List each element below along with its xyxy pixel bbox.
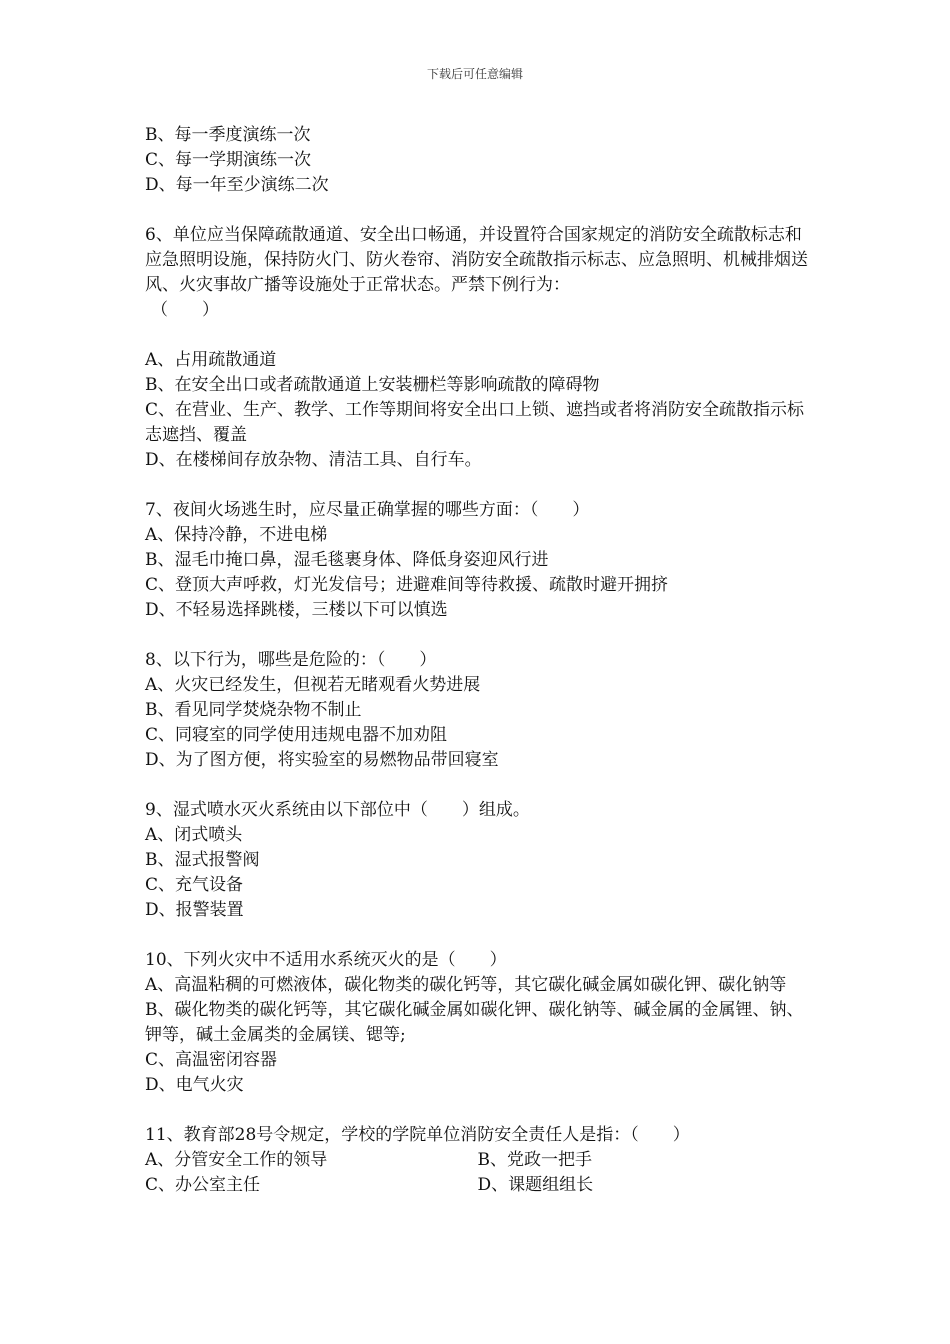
question-11-stem: 11、教育部28号令规定，学校的学院单位消防安全责任人是指：（ ） [145,1125,690,1145]
options-row [145,1173,810,1198]
document-body [145,123,810,1198]
option-c: C、高温密闭容器 [145,1050,278,1070]
question-9-stem: 9、湿式喷水灭火系统由以下部位中（ ）组成。 [145,800,530,820]
page-header: 下载后可任意编辑 [426,67,523,81]
option-d: D、课题组组长 [477,1175,594,1195]
options-row [145,1148,810,1173]
question-10-stem: 10、下列火灾中不适用水系统灭火的是（ ） [145,950,507,970]
option-c: C、登顶大声呼救，灯光发信号；进避难间等待救援、疏散时避开拥挤 [145,575,669,595]
option-d: D、在楼梯间存放杂物、清洁工具、自行车。 [145,450,482,470]
option-c: C、同寝室的同学使用违规电器不加劝阻 [145,725,448,745]
option-a: A、闭式喷头 [145,825,243,845]
option-c: C、办公室主任 [145,1175,261,1195]
option-d: D、不轻易选择跳楼，三楼以下可以慎选 [145,600,448,620]
answer-paren: （ ） [151,300,219,320]
option-a: A、保持冷静，不进电梯 [145,525,328,545]
option-a: A、占用疏散通道 [145,350,277,370]
option-a: A、火灾已经发生，但视若无睹观看火势进展 [145,675,481,695]
option-b: B、湿毛巾掩口鼻，湿毛毯裹身体、降低身姿迎风行进 [145,550,549,570]
option-b: B、碳化物类的碳化钙等，其它碳化碱金属如碳化钾、碳化钠等、碱金属的金属锂、钠、钾等，碱土金属类的金属镁、锶等; [145,1000,804,1045]
option-d: D、为了图方便，将实验室的易燃物品带回寝室 [145,750,499,770]
option-c: C、充气设备 [145,875,244,895]
option-b: B、在安全出口或者疏散通道上安装栅栏等影响疏散的障碍物 [145,375,600,395]
option-line: B、每一季度演练一次 [145,125,311,145]
option-b: B、湿式报警阀 [145,850,260,870]
option-d: D、电气火灾 [145,1075,244,1095]
option-line: C、每一学期演练一次 [145,150,312,170]
option-a: A、高温粘稠的可燃液体，碳化物类的碳化钙等，其它碳化碱金属如碳化钾、碳化钠等 [145,975,787,995]
option-b: B、看见同学焚烧杂物不制止 [145,700,362,720]
question-8-stem: 8、以下行为，哪些是危险的：（ ） [145,650,437,670]
option-d: D、报警装置 [145,900,244,920]
option-b: B、党政一把手 [477,1150,592,1170]
option-c: C、在营业、生产、教学、工作等期间将安全出口上锁、遮挡或者将消防安全疏散指示标志遮挡、覆盖 [145,400,805,445]
question-7-stem: 7、夜间火场逃生时，应尽量正确掌握的哪些方面：（ ） [145,500,590,520]
question-6-stem: 6、单位应当保障疏散通道、安全出口畅通，并设置符合国家规定的消防安全疏散标志和应急照明设施，保持防火门、防火卷帘、消防安全疏散指示标志、应急照明、机械排烟送风、火灾事故广播等设施处于正常状态。严禁下例行为： [145,225,808,295]
option-a: A、分管安全工作的领导 [145,1150,328,1170]
option-line: D、每一年至少演练二次 [145,175,329,195]
